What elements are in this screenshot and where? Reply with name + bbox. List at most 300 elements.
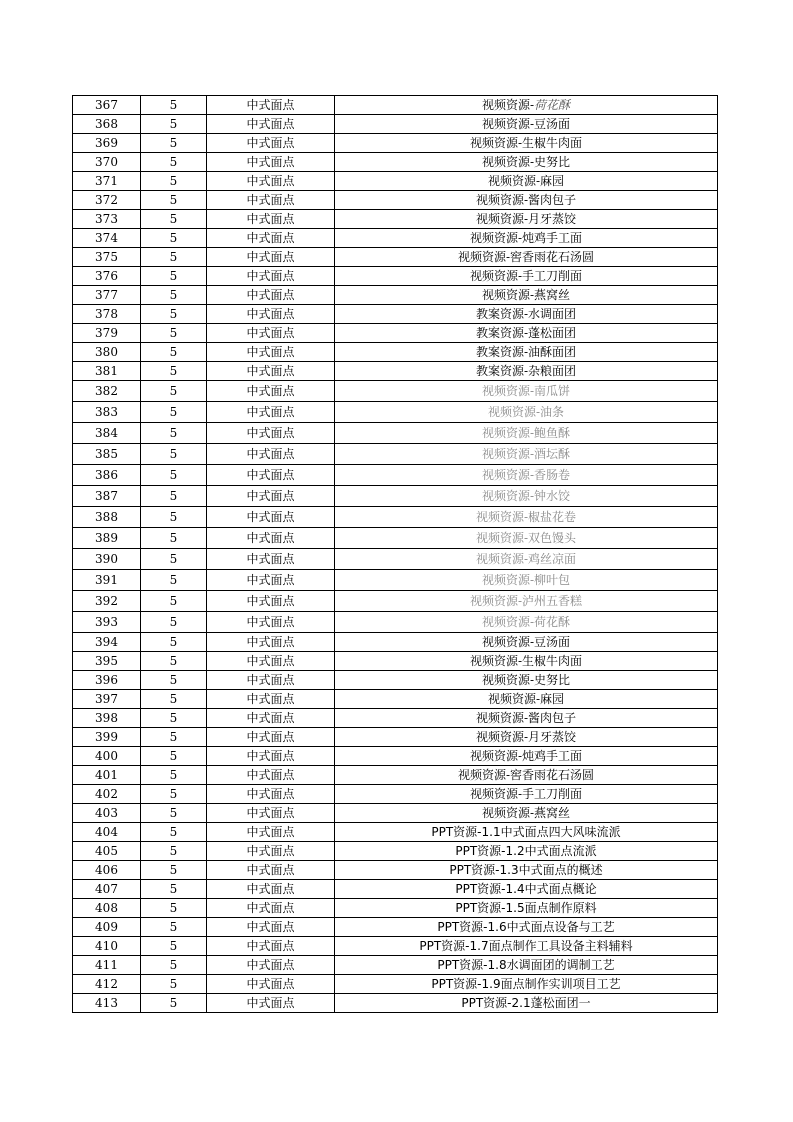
row-resource <box>335 423 718 444</box>
resource-name: 燕窝丝 <box>534 806 571 820</box>
row-level: 5 <box>141 766 207 785</box>
row-number: 398 <box>73 709 141 728</box>
row-resource <box>335 570 718 591</box>
row-level: 5 <box>141 191 207 210</box>
row-course: 中式面点 <box>207 172 335 191</box>
row-number: 403 <box>73 804 141 823</box>
row-resource <box>335 747 718 766</box>
row-number: 390 <box>73 549 141 570</box>
table-row <box>73 248 718 267</box>
row-course: 中式面点 <box>207 747 335 766</box>
row-resource <box>335 785 718 804</box>
resource-type: 视频资源- <box>481 447 535 461</box>
resource-type: 教案资源- <box>475 307 529 321</box>
table-row <box>73 444 718 465</box>
resource-name: 麻园 <box>540 174 565 188</box>
row-number: 379 <box>73 324 141 343</box>
row-number: 387 <box>73 486 141 507</box>
row-course: 中式面点 <box>207 709 335 728</box>
row-course: 中式面点 <box>207 134 335 153</box>
row-resource <box>335 549 718 570</box>
row-resource <box>335 115 718 134</box>
resource-name: 酒坛酥 <box>534 447 571 461</box>
row-number: 371 <box>73 172 141 191</box>
row-resource <box>335 324 718 343</box>
row-level: 5 <box>141 115 207 134</box>
resource-name: 窖香雨花石汤圆 <box>510 250 595 264</box>
resource-type: 视频资源- <box>469 787 523 801</box>
resource-name: 1.5面点制作原料 <box>505 901 597 915</box>
row-resource <box>335 766 718 785</box>
resource-type: 视频资源- <box>475 531 529 545</box>
row-level: 5 <box>141 690 207 709</box>
row-number: 376 <box>73 267 141 286</box>
row-level: 5 <box>141 172 207 191</box>
resource-type: PPT资源- <box>449 863 500 877</box>
resource-type: PPT资源- <box>437 958 488 972</box>
row-course: 中式面点 <box>207 671 335 690</box>
row-course: 中式面点 <box>207 766 335 785</box>
row-resource <box>335 671 718 690</box>
resource-name: 1.1中式面点四大风味流派 <box>481 825 621 839</box>
resource-type: 视频资源- <box>457 250 511 264</box>
resource-name: 燕窝丝 <box>534 288 571 302</box>
row-course: 中式面点 <box>207 115 335 134</box>
row-resource <box>335 465 718 486</box>
row-number: 413 <box>73 994 141 1013</box>
row-number: 408 <box>73 899 141 918</box>
table-row <box>73 861 718 880</box>
row-course: 中式面点 <box>207 652 335 671</box>
table-row <box>73 423 718 444</box>
row-resource <box>335 381 718 402</box>
row-level: 5 <box>141 804 207 823</box>
row-number: 391 <box>73 570 141 591</box>
row-resource <box>335 899 718 918</box>
table-row <box>73 728 718 747</box>
table-row <box>73 937 718 956</box>
table-row <box>73 956 718 975</box>
resource-type: 视频资源- <box>481 426 535 440</box>
resource-name: 柳叶包 <box>534 573 571 587</box>
row-number: 384 <box>73 423 141 444</box>
row-resource <box>335 612 718 633</box>
row-number: 372 <box>73 191 141 210</box>
resource-name: 1.3中式面点的概述 <box>499 863 603 877</box>
row-resource <box>335 402 718 423</box>
row-resource <box>335 652 718 671</box>
resource-name: 油酥面团 <box>528 345 577 359</box>
resource-name: 鸡丝凉面 <box>528 552 577 566</box>
resource-name: 荷花酥 <box>534 615 571 629</box>
resource-name: 蓬松面团 <box>528 326 577 340</box>
row-course: 中式面点 <box>207 785 335 804</box>
resource-name: 1.8水调面团的调制工艺 <box>487 958 615 972</box>
table-row <box>73 570 718 591</box>
row-number: 410 <box>73 937 141 956</box>
resource-type: PPT资源- <box>419 939 470 953</box>
resource-type: 视频资源- <box>469 654 523 668</box>
row-number: 380 <box>73 343 141 362</box>
row-course: 中式面点 <box>207 690 335 709</box>
resource-type: 视频资源- <box>481 806 535 820</box>
resource-type: 视频资源- <box>481 489 535 503</box>
resource-type: 视频资源- <box>481 117 535 131</box>
resource-name: 史努比 <box>534 155 571 169</box>
row-number: 370 <box>73 153 141 172</box>
row-level: 5 <box>141 267 207 286</box>
row-number: 399 <box>73 728 141 747</box>
resource-type: 视频资源- <box>475 730 529 744</box>
row-level: 5 <box>141 591 207 612</box>
row-course: 中式面点 <box>207 823 335 842</box>
row-course: 中式面点 <box>207 612 335 633</box>
resource-name: 手工刀削面 <box>522 787 583 801</box>
table-row <box>73 343 718 362</box>
row-resource <box>335 507 718 528</box>
row-number: 394 <box>73 633 141 652</box>
resource-type: 视频资源- <box>475 212 529 226</box>
row-course: 中式面点 <box>207 570 335 591</box>
row-number: 382 <box>73 381 141 402</box>
resource-type: 视频资源- <box>481 384 535 398</box>
row-resource <box>335 591 718 612</box>
table-row <box>73 671 718 690</box>
resource-type: PPT资源- <box>431 825 482 839</box>
row-number: 407 <box>73 880 141 899</box>
row-course: 中式面点 <box>207 286 335 305</box>
row-level: 5 <box>141 486 207 507</box>
table-row <box>73 591 718 612</box>
row-course: 中式面点 <box>207 229 335 248</box>
table-row <box>73 899 718 918</box>
row-level: 5 <box>141 899 207 918</box>
row-number: 389 <box>73 528 141 549</box>
row-course: 中式面点 <box>207 528 335 549</box>
table-row <box>73 229 718 248</box>
row-level: 5 <box>141 153 207 172</box>
row-resource <box>335 248 718 267</box>
row-level: 5 <box>141 381 207 402</box>
row-course: 中式面点 <box>207 861 335 880</box>
resource-name: 豆汤面 <box>534 117 571 131</box>
row-number: 386 <box>73 465 141 486</box>
row-resource <box>335 709 718 728</box>
resource-name: 鲍鱼酥 <box>534 426 571 440</box>
resource-type: 视频资源- <box>481 573 535 587</box>
resource-type: 教案资源- <box>475 364 529 378</box>
row-level: 5 <box>141 343 207 362</box>
row-level: 5 <box>141 362 207 381</box>
row-number: 393 <box>73 612 141 633</box>
row-course: 中式面点 <box>207 444 335 465</box>
table-row <box>73 324 718 343</box>
row-level: 5 <box>141 549 207 570</box>
row-level: 5 <box>141 423 207 444</box>
row-resource <box>335 804 718 823</box>
table-row <box>73 612 718 633</box>
table-row <box>73 381 718 402</box>
row-resource <box>335 486 718 507</box>
resource-type: 视频资源- <box>481 98 535 112</box>
resource-name: 酱肉包子 <box>528 711 577 725</box>
row-course: 中式面点 <box>207 994 335 1013</box>
row-resource <box>335 823 718 842</box>
row-resource <box>335 728 718 747</box>
row-level: 5 <box>141 633 207 652</box>
row-level: 5 <box>141 210 207 229</box>
row-number: 385 <box>73 444 141 465</box>
row-course: 中式面点 <box>207 549 335 570</box>
row-resource <box>335 191 718 210</box>
row-course: 中式面点 <box>207 918 335 937</box>
row-resource <box>335 172 718 191</box>
resource-name: 2.1蓬松面团一 <box>511 996 591 1010</box>
row-number: 374 <box>73 229 141 248</box>
table-row <box>73 994 718 1013</box>
table-row <box>73 709 718 728</box>
resource-table <box>72 95 718 1013</box>
table-row <box>73 652 718 671</box>
resource-name: 椒盐花卷 <box>528 510 577 524</box>
row-level: 5 <box>141 937 207 956</box>
table-row <box>73 134 718 153</box>
row-number: 368 <box>73 115 141 134</box>
resource-type: 视频资源- <box>475 711 529 725</box>
resource-name: 1.2中式面点流派 <box>505 844 597 858</box>
row-level: 5 <box>141 465 207 486</box>
table-row <box>73 507 718 528</box>
resource-table-body <box>73 96 718 1013</box>
row-number: 396 <box>73 671 141 690</box>
row-number: 406 <box>73 861 141 880</box>
row-number: 369 <box>73 134 141 153</box>
table-row <box>73 528 718 549</box>
row-level: 5 <box>141 709 207 728</box>
row-course: 中式面点 <box>207 210 335 229</box>
row-number: 375 <box>73 248 141 267</box>
row-course: 中式面点 <box>207 305 335 324</box>
resource-name: 酱肉包子 <box>528 193 577 207</box>
table-row <box>73 96 718 115</box>
resource-type: 视频资源- <box>487 692 541 706</box>
row-number: 388 <box>73 507 141 528</box>
row-level: 5 <box>141 96 207 115</box>
table-row <box>73 549 718 570</box>
table-row <box>73 633 718 652</box>
row-resource <box>335 842 718 861</box>
resource-type: PPT资源- <box>455 901 506 915</box>
resource-type: 视频资源- <box>457 768 511 782</box>
resource-type: 教案资源- <box>475 326 529 340</box>
row-level: 5 <box>141 861 207 880</box>
resource-name: 生椒牛肉面 <box>522 654 583 668</box>
resource-type: 视频资源- <box>469 749 523 763</box>
row-course: 中式面点 <box>207 880 335 899</box>
row-course: 中式面点 <box>207 804 335 823</box>
table-row <box>73 305 718 324</box>
row-level: 5 <box>141 444 207 465</box>
resource-type: 视频资源- <box>475 510 529 524</box>
row-resource <box>335 286 718 305</box>
resource-name: 月牙蒸饺 <box>528 212 577 226</box>
row-course: 中式面点 <box>207 96 335 115</box>
resource-name: 油条 <box>540 405 565 419</box>
row-resource <box>335 975 718 994</box>
table-row <box>73 465 718 486</box>
row-resource <box>335 444 718 465</box>
row-number: 397 <box>73 690 141 709</box>
table-row <box>73 842 718 861</box>
table-row <box>73 918 718 937</box>
row-course: 中式面点 <box>207 633 335 652</box>
row-number: 392 <box>73 591 141 612</box>
resource-name: 香肠卷 <box>534 468 571 482</box>
resource-name: 炖鸡手工面 <box>522 231 583 245</box>
resource-type: PPT资源- <box>431 977 482 991</box>
resource-name: 1.4中式面点概论 <box>505 882 597 896</box>
row-resource <box>335 362 718 381</box>
row-course: 中式面点 <box>207 248 335 267</box>
row-course: 中式面点 <box>207 191 335 210</box>
table-row <box>73 172 718 191</box>
resource-name: 泸州五香糕 <box>522 594 583 608</box>
resource-type: 视频资源- <box>469 136 523 150</box>
row-course: 中式面点 <box>207 465 335 486</box>
resource-name: 杂粮面团 <box>528 364 577 378</box>
row-course: 中式面点 <box>207 507 335 528</box>
row-course: 中式面点 <box>207 267 335 286</box>
resource-name: 钟水饺 <box>534 489 571 503</box>
row-course: 中式面点 <box>207 728 335 747</box>
row-number: 381 <box>73 362 141 381</box>
row-level: 5 <box>141 652 207 671</box>
row-level: 5 <box>141 747 207 766</box>
resource-type: 视频资源- <box>475 552 529 566</box>
row-number: 395 <box>73 652 141 671</box>
resource-name: 荷花酥 <box>534 98 571 112</box>
row-level: 5 <box>141 956 207 975</box>
row-number: 377 <box>73 286 141 305</box>
row-resource <box>335 229 718 248</box>
row-level: 5 <box>141 918 207 937</box>
table-row <box>73 690 718 709</box>
table-row <box>73 785 718 804</box>
row-resource <box>335 994 718 1013</box>
row-resource <box>335 305 718 324</box>
row-level: 5 <box>141 305 207 324</box>
row-level: 5 <box>141 324 207 343</box>
row-resource <box>335 528 718 549</box>
row-level: 5 <box>141 842 207 861</box>
table-row <box>73 267 718 286</box>
row-course: 中式面点 <box>207 975 335 994</box>
row-number: 400 <box>73 747 141 766</box>
row-course: 中式面点 <box>207 381 335 402</box>
row-course: 中式面点 <box>207 402 335 423</box>
row-level: 5 <box>141 402 207 423</box>
row-level: 5 <box>141 134 207 153</box>
row-resource <box>335 880 718 899</box>
table-row <box>73 766 718 785</box>
resource-name: 南瓜饼 <box>534 384 571 398</box>
resource-name: 史努比 <box>534 673 571 687</box>
row-resource <box>335 918 718 937</box>
row-number: 401 <box>73 766 141 785</box>
resource-type: 视频资源- <box>469 594 523 608</box>
resource-type: PPT资源- <box>437 920 488 934</box>
resource-type: 视频资源- <box>487 405 541 419</box>
table-row <box>73 286 718 305</box>
row-course: 中式面点 <box>207 486 335 507</box>
row-level: 5 <box>141 823 207 842</box>
row-level: 5 <box>141 671 207 690</box>
row-level: 5 <box>141 507 207 528</box>
row-resource <box>335 96 718 115</box>
row-number: 404 <box>73 823 141 842</box>
row-resource <box>335 956 718 975</box>
resource-name: 麻园 <box>540 692 565 706</box>
row-course: 中式面点 <box>207 956 335 975</box>
row-resource <box>335 633 718 652</box>
row-course: 中式面点 <box>207 899 335 918</box>
table-row <box>73 486 718 507</box>
row-course: 中式面点 <box>207 937 335 956</box>
table-row <box>73 362 718 381</box>
row-course: 中式面点 <box>207 591 335 612</box>
resource-type: 视频资源- <box>475 193 529 207</box>
row-number: 378 <box>73 305 141 324</box>
row-level: 5 <box>141 286 207 305</box>
table-row <box>73 210 718 229</box>
row-number: 409 <box>73 918 141 937</box>
row-level: 5 <box>141 994 207 1013</box>
row-number: 373 <box>73 210 141 229</box>
table-row <box>73 153 718 172</box>
row-number: 411 <box>73 956 141 975</box>
row-number: 412 <box>73 975 141 994</box>
row-course: 中式面点 <box>207 153 335 172</box>
resource-type: 视频资源- <box>469 231 523 245</box>
row-resource <box>335 937 718 956</box>
resource-type: 视频资源- <box>481 673 535 687</box>
table-row <box>73 975 718 994</box>
resource-name: 生椒牛肉面 <box>522 136 583 150</box>
resource-name: 手工刀削面 <box>522 269 583 283</box>
table-row <box>73 191 718 210</box>
resource-name: 水调面团 <box>528 307 577 321</box>
resource-name: 炖鸡手工面 <box>522 749 583 763</box>
row-level: 5 <box>141 570 207 591</box>
row-course: 中式面点 <box>207 842 335 861</box>
row-resource <box>335 343 718 362</box>
row-course: 中式面点 <box>207 362 335 381</box>
resource-name: 窖香雨花石汤圆 <box>510 768 595 782</box>
resource-type: 视频资源- <box>481 468 535 482</box>
row-number: 383 <box>73 402 141 423</box>
resource-type: 视频资源- <box>469 269 523 283</box>
row-number: 405 <box>73 842 141 861</box>
row-level: 5 <box>141 528 207 549</box>
row-number: 402 <box>73 785 141 804</box>
row-course: 中式面点 <box>207 343 335 362</box>
resource-type: PPT资源- <box>455 844 506 858</box>
table-row <box>73 804 718 823</box>
table-row <box>73 880 718 899</box>
resource-name: 1.7面点制作工具设备主料辅料 <box>469 939 633 953</box>
resource-type: 视频资源- <box>487 174 541 188</box>
row-resource <box>335 690 718 709</box>
